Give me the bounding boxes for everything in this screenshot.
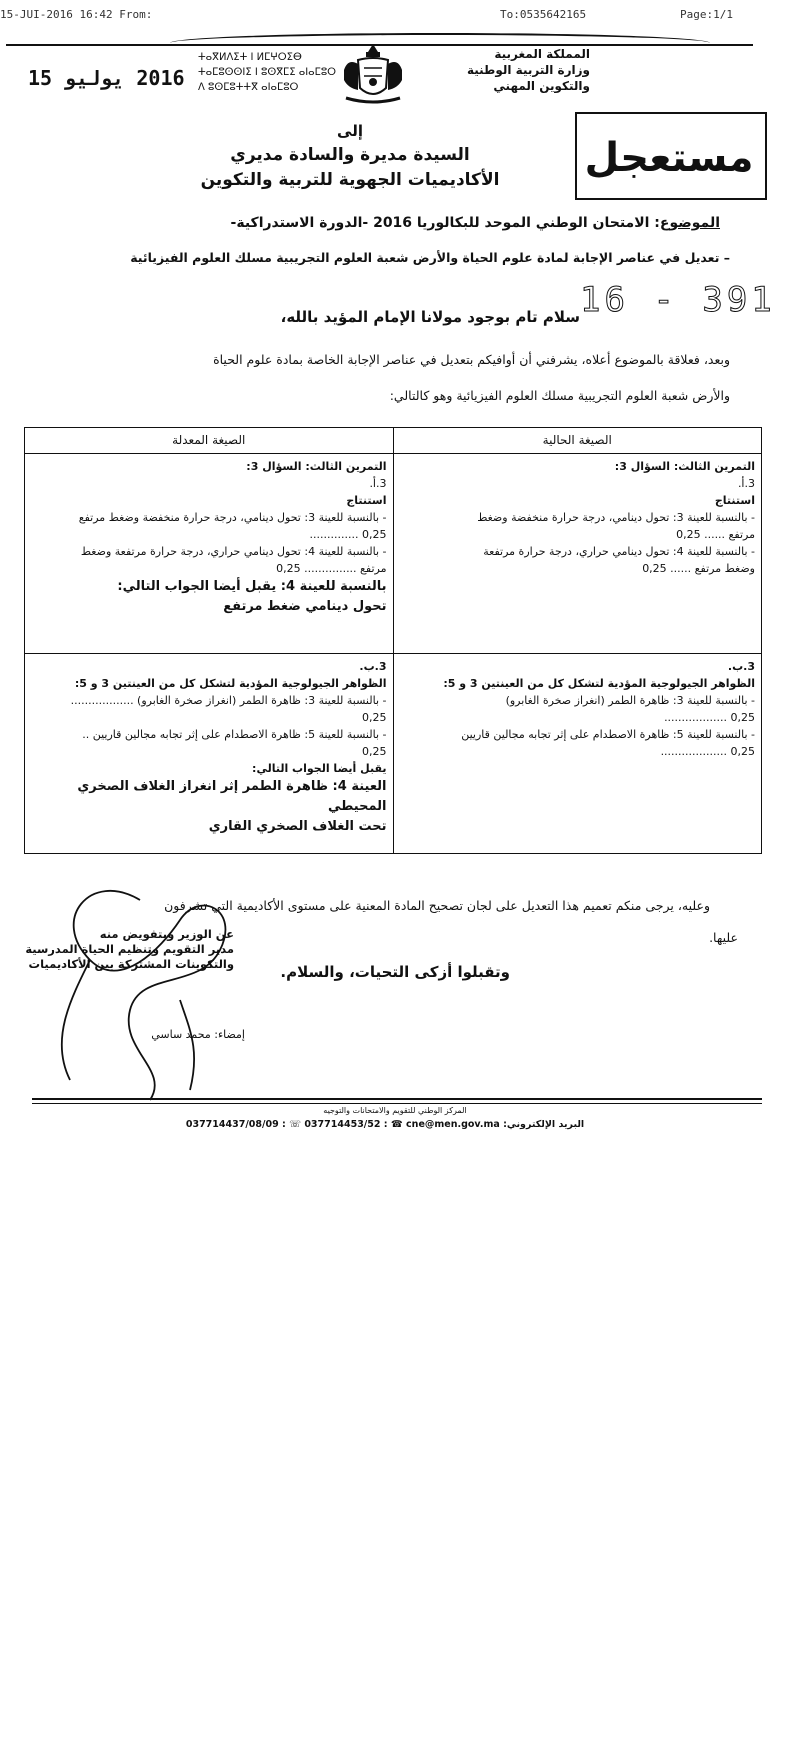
cell-line: - بالنسبة للعينة 5: ظاهرة الاصطدام على إثر تجابه مجالين قاريين	[461, 727, 755, 741]
subject-detail: – تعديل في عناصر الإجابة لمادة علوم الحياة والأرض شعبة العلوم التجريبية مسلك العلوم الفيزيائية	[130, 250, 730, 265]
cell-line: - بالنسبة للعينة 3: تحول دينامي، درجة حرارة منخفضة وضغط مرتفع	[78, 510, 387, 524]
signature-line-2: مدير التقويم وتنظيم الحياة المدرسية	[25, 942, 234, 956]
cell-subquestion: 3.أ.	[369, 476, 387, 490]
cell-line: - بالنسبة للعينة 3: ظاهرة الطمر (انغراز صخرة الغابرو)	[505, 693, 755, 707]
arabic-header-line-1: المملكة المغربية	[494, 47, 590, 61]
footer-rule-thin	[32, 1103, 762, 1104]
cell-line: 0,25	[362, 744, 387, 758]
cell-line: - بالنسبة للعينة 3: تحول دينامي، درجة حرارة منخفضة وضغط	[477, 510, 755, 524]
to-line: إلى	[337, 122, 363, 140]
closing-line-2: عليها.	[709, 930, 738, 945]
handwritten-reference-number: 16 - 391	[580, 280, 776, 320]
cell-line: 0,25 ..................	[664, 710, 755, 724]
handwritten-signature-icon	[30, 880, 250, 1110]
subject-text: : الامتحان الوطني الموحد للبكالوريا 2016 -الدورة الاستدراكية-	[230, 215, 660, 231]
tifinagh-line-1: ⵜⴰⴳⵍⴷⵉⵜ ⵏ ⵍⵎⵖⵔⵉⴱ	[198, 52, 302, 63]
tifinagh-line-2: ⵜⴰⵎⵓⵙⵙⵏⵉ ⵏ ⵓⵙⴳⵎⵉ ⴰⵏⴰⵎⵓⵔ	[198, 67, 337, 78]
arabic-header-line-2: وزارة التربية الوطنية	[466, 63, 590, 77]
closing-salutation: وتقبلوا أزكى التحيات، والسلام.	[280, 963, 510, 981]
cell-subquestion: 3.ب.	[359, 659, 387, 673]
cell-line: - بالنسبة للعينة 4: تحول دينامي حراري، درجة حرارة مرتفعة وضغط	[80, 544, 387, 558]
column-header-modified: الصيغة المعدلة	[25, 428, 394, 454]
cell-subquestion: 3.ب.	[727, 659, 755, 673]
body-line-1: وبعد، فعلاقة بالموضوع أعلاه، يشرفني أن أوافيكم بتعديل في عناصر الإجابة الخاصة بمادة علوم الحياة	[213, 352, 730, 367]
cell-line: وضغط مرتفع ...... 0,25	[642, 561, 755, 575]
tifinagh-ministry-name	[198, 50, 336, 95]
recipient-line-2: الأكاديميات الجهوية للتربية والتكوين	[200, 170, 500, 190]
footer-center-name: المركز الوطني للتقويم والامتحانات والتوجيه	[323, 1106, 467, 1115]
subject-label: الموضوع	[659, 215, 720, 231]
body-line-2: والأرض شعبة العلوم التجريبية مسلك العلوم الفيزيائية وهو كالتالي:	[389, 388, 730, 403]
cell-current-3a	[393, 453, 762, 653]
letterhead-arc	[170, 33, 710, 45]
cell-line: 0,25	[362, 710, 387, 724]
cell-line: - بالنسبة للعينة 4: تحول دينامي حراري، درجة حرارة مرتفعة	[483, 544, 755, 558]
cell-line: 0,25 ..............	[309, 527, 387, 541]
cell-line: مرتفع ............... 0,25	[276, 561, 387, 575]
cell-modified-3a	[25, 453, 394, 653]
table-header-row	[25, 428, 762, 454]
cell-modified-3b	[25, 653, 394, 853]
answer-comparison-table	[24, 427, 762, 854]
cell-subquestion: 3.أ.	[737, 476, 755, 490]
fax-page-indicator: Page:1/1	[680, 8, 733, 21]
signature-line-3: والتكوينات المشتركة بين الأكاديميات	[28, 957, 234, 971]
table-row	[25, 453, 762, 653]
tifinagh-line-3: ⴷ ⵓⵙⵎⵓⵜⵜⴳ ⴰⵏⴰⵎⵓⵔ	[198, 82, 299, 93]
signature-line-1: عن الوزير وبتفويض منه	[99, 927, 234, 941]
cell-title: الظواهر الجيولوجية المؤدية لتشكل كل من العينتين 3 و 5:	[443, 676, 755, 690]
cell-extra-line: العينة 4: ظاهرة الطمر إثر انغراز الغلاف الصخري المحيطي	[77, 778, 387, 815]
greeting: سلام تام بوجود مولانا الإمام المؤيد بالله،	[280, 308, 580, 326]
cell-current-3b	[393, 653, 762, 853]
closing-line-1: وعليه، يرجى منكم تعميم هذا التعديل على لجان تصحيح المادة المعنية على مستوى الأكاديمية التي تشرفون	[164, 898, 710, 913]
cell-line: مرتفع ...... 0,25	[676, 527, 755, 541]
handwritten-date: 2016 يوليو 15	[28, 66, 185, 90]
moroccan-coat-of-arms-emblem	[338, 40, 408, 110]
table-row	[25, 653, 762, 853]
signature-block	[14, 927, 234, 972]
cell-line: 0,25 ...................	[660, 744, 755, 758]
cell-title: التمرين الثالث: السؤال 3:	[246, 459, 387, 473]
arabic-header-line-3: والتكوين المهني	[493, 79, 590, 93]
fax-recipient-number: To:0535642165	[500, 8, 587, 21]
arabic-ministry-name	[420, 46, 590, 94]
cell-title: الظواهر الجيولوجية المؤدية لتشكل كل من العينتين 3 و 5:	[74, 676, 387, 690]
subject-line	[190, 215, 720, 231]
cell-extra-line: تحت الغلاف الصخري القاري	[208, 819, 387, 835]
cell-extra-line: بالنسبة للعينة 4: يقبل أيضا الجواب التالي:	[117, 578, 387, 594]
footer-rule	[32, 1098, 762, 1100]
signature-name: إمضاء: محمد ساسي	[151, 1028, 245, 1041]
cell-line: - بالنسبة للعينة 5: ظاهرة الاصطدام على إثر تجابه مجالين قاريين ..	[82, 727, 387, 741]
cell-title: التمرين الثالث: السؤال 3:	[614, 459, 755, 473]
fax-sender-line: 15-JUI-2016 16:42 From:	[0, 8, 153, 21]
cell-heading: استنتاج	[714, 493, 755, 507]
cell-heading: استنتاج	[346, 493, 387, 507]
footer-contacts: 037714437/08/09 : ☏ 037714453/52 : ☎ cne@men.gov.ma :البريد الإلكتروني	[185, 1119, 585, 1130]
column-header-current: الصيغة الحالية	[393, 428, 762, 454]
cell-extra-line: يقبل أيضا الجواب التالي:	[252, 761, 387, 775]
cell-extra-line: تحول دينامي ضغط مرتفع	[223, 599, 387, 615]
cell-line: - بالنسبة للعينة 3: ظاهرة الطمر (انغراز صخرة الغابرو) ..................	[70, 693, 387, 707]
urgent-label: مستعجل	[584, 135, 754, 181]
recipient-line-1: السيدة مديرة والسادة مديري	[230, 145, 470, 165]
